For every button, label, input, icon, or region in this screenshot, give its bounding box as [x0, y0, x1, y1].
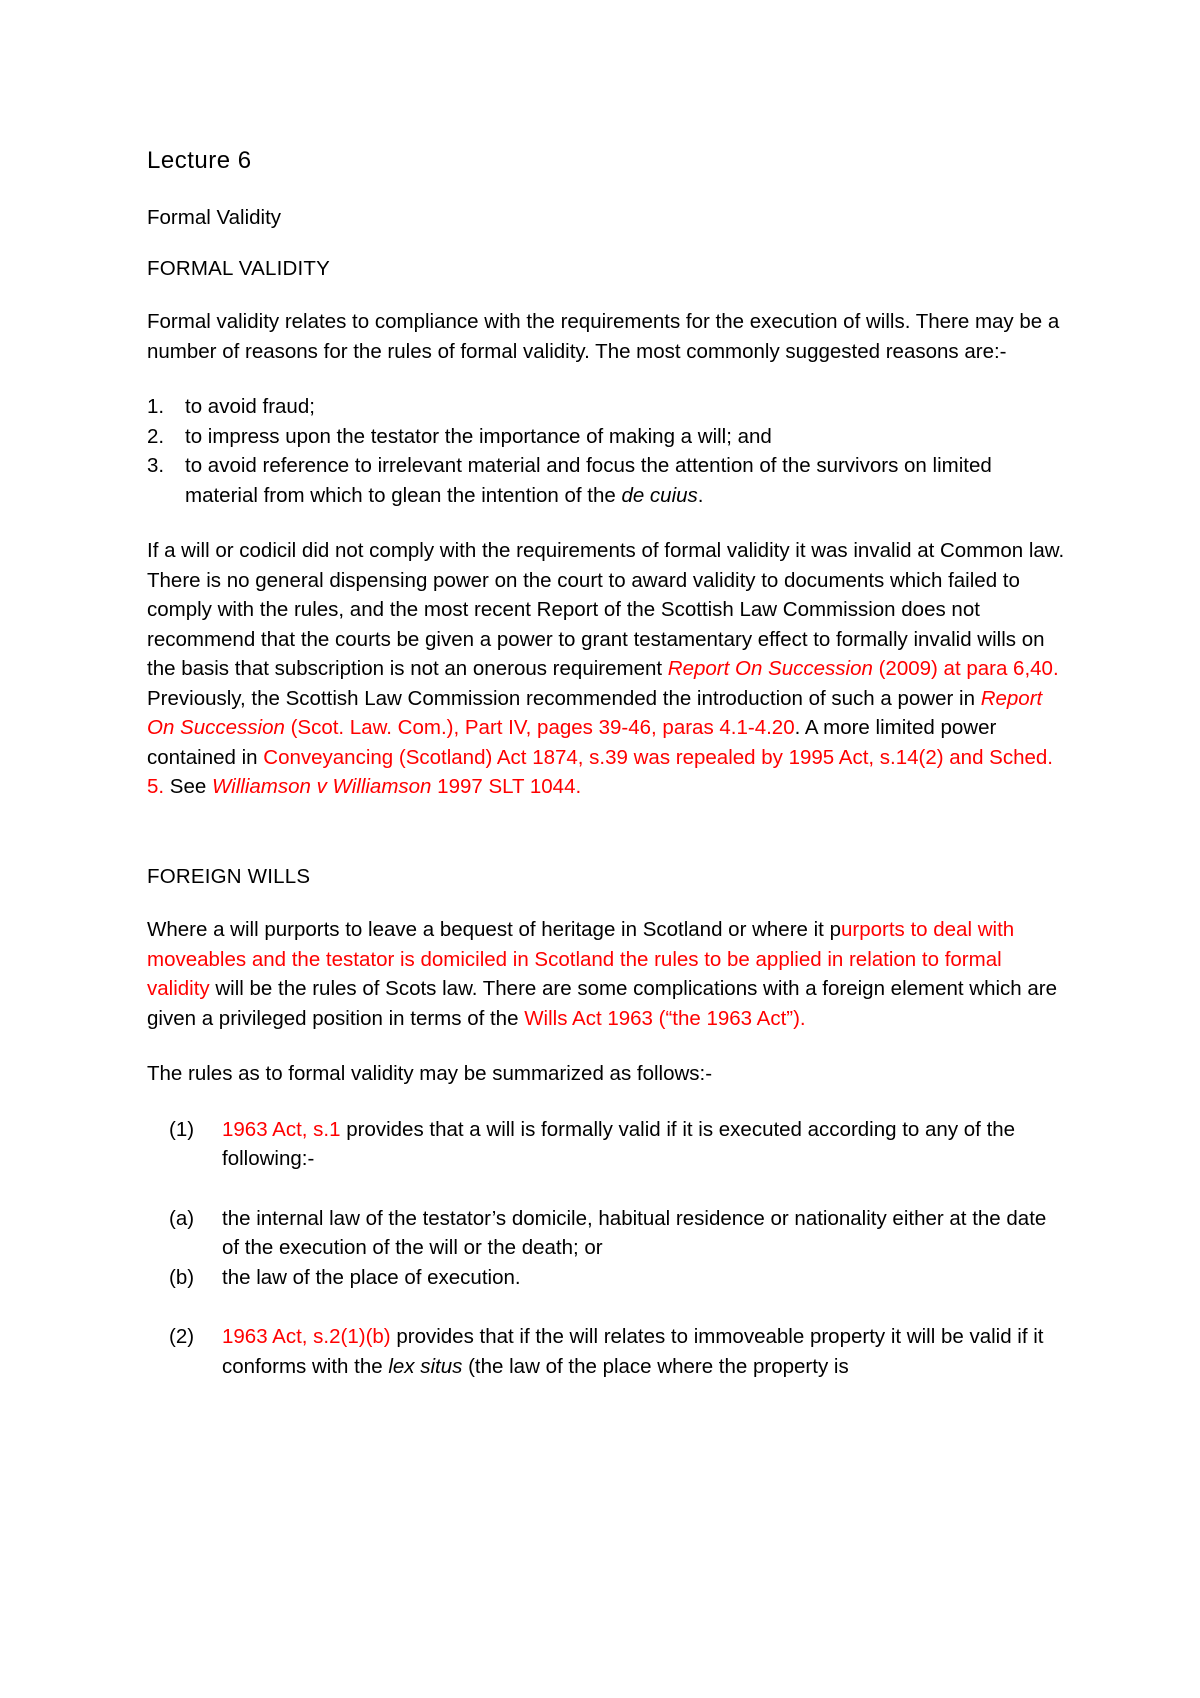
list-number: (1) [169, 1117, 195, 1141]
list-item [147, 1322, 1067, 1381]
document-subtitle: Formal Validity [147, 206, 282, 229]
list-item [147, 1115, 1067, 1174]
list-number: (2) [169, 1325, 195, 1348]
statute-reference: 1963 Act, s.2(1)(b) [222, 1325, 391, 1348]
section-heading-foreign-wills: FOREIGN WILLS [147, 864, 311, 888]
list-number: 3. [147, 454, 165, 477]
citation-link[interactable]: Report On Succession [147, 686, 1043, 739]
intro-paragraph: Formal validity relates to compliance with the requirements for the execution of wills. There may be a number of reasons for the rules of formal validity. The most commonly suggested reasons are:- [147, 310, 1060, 363]
section-heading-formal-validity: FORMAL VALIDITY [147, 256, 330, 280]
citation-link[interactable]: Report On Succession [667, 657, 873, 680]
document-page [147, 146, 1067, 1411]
list-text: the internal law of the testator’s domicile, habitual residence or nationality either at the date of the execution of the will or the death; or [222, 1206, 1047, 1259]
rule-2 [147, 1322, 1067, 1381]
citation-text: Conveyancing (Scotland) Act 1874, s.39 was repealed by 1995 Act, s.14(2) and Sched. 5. [147, 745, 1054, 798]
reasons-list [147, 392, 1067, 510]
validity-paragraph: If a will or codicil did not comply with the requirements of formal validity it was invalid at Common law. There is no general dispensing power on the court to award validity to documents which failed to comply with the rules, and the most recent Report of the Scottish Law Commission does not recommend that the courts be given a power to grant testamentary effect to formally invalid wills on the basis that subscription is not an onerous requirement Report On Succession (2009) at para 6,40. Previously, the Scottish Law Commission recommended the introduction of such a power in Report On Succession (Scot. Law. Com.), Part IV, pages 39-46, paras 4.1-4.20. A more limited power contained in Conveyancing (Scotland) Act 1874, s.39 was repealed by 1995 Act, s.14(2) and Sched. 5. See Williamson v Williamson 1997 SLT 1044. [147, 539, 1065, 798]
lecture-title: Lecture 6 [147, 147, 252, 174]
foreign-wills-paragraph: Where a will purports to leave a bequest of heritage in Scotland or where it purports to deal with moveables and the testator is domiciled in Scotland the rules to be applied in relation to formal validity will be the rules of Scots law. There are some complications with a foreign element which are given a privileged position in terms of the Wills Act 1963 (“the 1963 Act”). [147, 918, 1058, 1030]
case-citation-link[interactable]: Williamson v Williamson [211, 775, 432, 798]
list-text: to avoid fraud; [185, 395, 315, 418]
list-item [147, 1204, 1067, 1263]
latin-term: de cuius [621, 483, 698, 507]
list-item [147, 1263, 1067, 1293]
list-text: the law of the place of execution. [222, 1265, 521, 1289]
rules-summary-paragraph: The rules as to formal validity may be summarized as follows:- [147, 1062, 713, 1085]
list-item [147, 451, 1067, 510]
list-number: (b) [169, 1265, 195, 1289]
rule-1 [147, 1115, 1067, 1174]
statute-reference: 1963 Act, s.1 [222, 1117, 341, 1141]
citation-text: 1997 SLT 1044. [431, 775, 582, 798]
section-spacer [147, 828, 1067, 862]
list-item [147, 392, 1067, 422]
citation-text: Wills Act 1963 (“the 1963 Act”). [524, 1006, 806, 1030]
list-number: (a) [169, 1206, 195, 1230]
list-number: 2. [147, 424, 165, 448]
latin-term: lex situs [388, 1354, 463, 1378]
list-item [147, 422, 1067, 452]
sub-items-list [147, 1204, 1067, 1293]
list-text: 1963 Act, s.2(1)(b) provides that if the will relates to immoveable property it will be valid if it conforms with the lex situs (the law of the place where the property is [222, 1325, 1044, 1378]
list-text: 1963 Act, s.1 provides that a will is formally valid if it is executed according to any of the following:- [222, 1117, 1016, 1170]
list-text: to avoid reference to irrelevant material and focus the attention of the survivors on limited material from which to glean the intention of the de cuius. [185, 454, 992, 507]
list-text: to impress upon the testator the importance of making a will; and [185, 424, 772, 448]
citation-text: (Scot. Law. Com.), Part IV, pages 39-46, paras 4.1-4.20 [284, 716, 795, 739]
citation-text: (2009) at para 6,40. [872, 657, 1059, 680]
highlighted-text: urports to deal with moveables and the testator is domiciled in Scotland the rules to be applied in relation to formal validity [147, 918, 1015, 1000]
list-number: 1. [147, 395, 165, 418]
